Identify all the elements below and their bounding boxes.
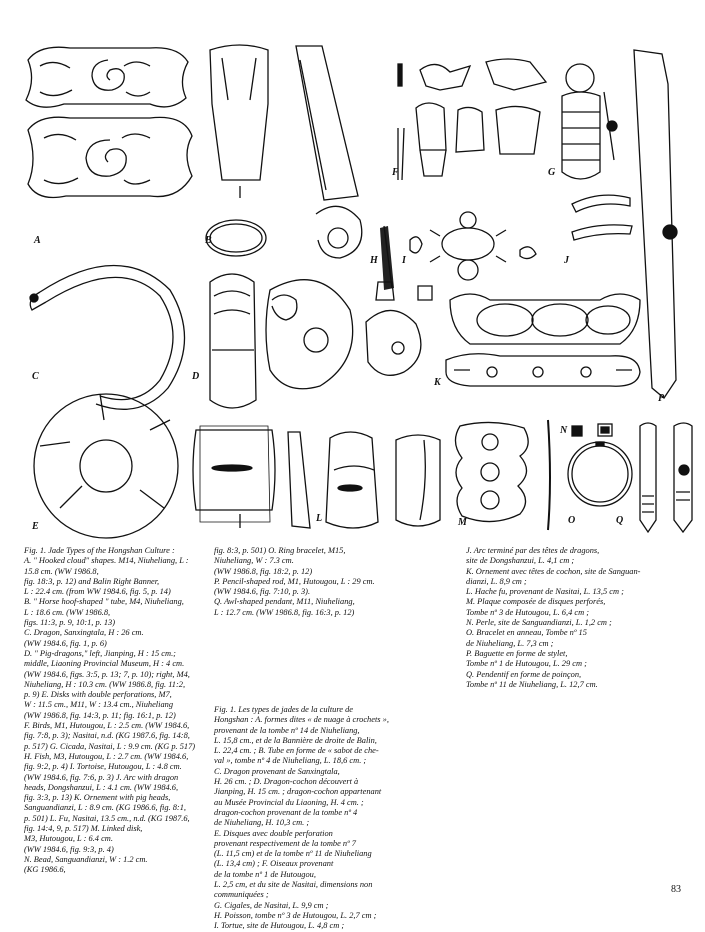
caption-line: L : 12.7 cm. (WW 1986.8, fig. 16:3, p. 12) bbox=[214, 607, 355, 617]
caption-line: figs. 11:3, p. 9, 10:1, p. 13) bbox=[24, 618, 116, 628]
caption-line: dragon-cochon provenant de la tombe nº 4 bbox=[214, 807, 358, 817]
jade-j-arcs bbox=[572, 195, 632, 240]
caption-line: (WW 1984.6, fig. 7:6, p. 3) J. Arc with dragon bbox=[24, 772, 179, 782]
caption-line: G. Cigales, de Nasitai, L. 9,9 cm ; bbox=[214, 900, 329, 910]
jade-h-fish bbox=[380, 226, 394, 290]
jade-g-cicada bbox=[562, 64, 617, 179]
caption-line: fig. 7:8, p. 3); Nasitai, n.d. (KG 1987.6, fig. 14:8, bbox=[24, 731, 190, 741]
caption-line: N. Bead, Sanguandianzi, W : 1.2 cm. bbox=[24, 854, 148, 864]
caption-line: Jianping, H. 15 cm. ; dragon-cochon appartenant bbox=[214, 787, 382, 797]
figure-label-p: P bbox=[658, 393, 665, 404]
caption-line: E. Disques avec double perforation bbox=[214, 828, 333, 838]
jade-o-ring-small bbox=[316, 206, 362, 258]
jade-e-disk-large bbox=[34, 394, 178, 538]
caption-line: (L. 13,4 cm) ; F. Oiseaux provenant bbox=[214, 859, 334, 869]
caption-line: fig. 8:3, p. 501) O. Ring bracelet, M15, bbox=[214, 546, 346, 555]
caption-line: middle, Liaoning Provincial Museum, H : 4 cm. bbox=[24, 659, 185, 669]
caption-line: L : 22.4 cm. (from WW 1984.6, fig. 5, p. 14) bbox=[24, 587, 171, 597]
caption-line: (WW 1986.8, fig. 14:3, p. 11; fig. 16:1, p. 12) bbox=[24, 710, 176, 720]
caption-line: L : 18.6 cm. (WW 1986.8, bbox=[24, 607, 111, 617]
caption-line: Tombe nº 3 de Hutougou, L. 6,4 cm ; bbox=[466, 607, 590, 617]
caption-line: D. " Pig-dragons," left, Jianping, H : 15 cm.; bbox=[24, 648, 176, 658]
figure-label-i: I bbox=[402, 255, 406, 266]
caption-line: communiquées ; bbox=[214, 890, 269, 900]
jade-k-pig-ornament bbox=[446, 294, 640, 386]
caption-line: F. Birds, M1, Hutougou, L : 2.5 cm. (WW 1984.6, bbox=[24, 721, 190, 731]
caption-line: de la tombe nº 1 de Hutougou, bbox=[214, 869, 316, 879]
caption-line: Niuheliang, H : 10.3 cm. (WW 1986.8, fig. 11:2, bbox=[24, 679, 186, 689]
figure-label-h: H bbox=[370, 255, 378, 266]
jade-l-axe-fu bbox=[288, 432, 378, 528]
caption-line: fig. 18:3, p. 12) and Balin Right Banner, bbox=[24, 576, 160, 586]
caption-line: L. Hache fu, provenant de Nasitai, L. 13,5 cm ; bbox=[466, 587, 624, 597]
caption-line: provenant respectivement de la tombe nº 7 bbox=[214, 838, 356, 848]
caption-line: (WW 1984.6, figs. 3:5, p. 13; 7, p. 10); right, M4, bbox=[24, 669, 190, 679]
caption-line: de Niuheliang, L. 7,3 cm ; bbox=[466, 638, 554, 648]
caption-line: N. Perle, site de Sanguandianzi, L. 1,2 cm ; bbox=[466, 618, 612, 628]
caption-line: dianzi, L. 8,9 cm ; bbox=[466, 576, 527, 586]
caption-line: H. 26 cm. ; D. Dragon-cochon découvert à bbox=[214, 777, 359, 787]
figure-label-k: K bbox=[434, 377, 441, 388]
jade-a-hooked-cloud bbox=[26, 47, 192, 197]
caption-line: Niuheliang, W : 7.3 cm. bbox=[214, 556, 294, 566]
figure-label-m: M bbox=[458, 517, 467, 528]
caption-line: K. Ornement avec têtes de cochon, site de Sanguan- bbox=[466, 566, 641, 576]
caption-line: B. " Horse hoof-shaped " tube, M4, Niuheliang, bbox=[24, 597, 184, 607]
figure-label-l: L bbox=[316, 513, 323, 524]
caption-line: M. Plaque composée de disques perforés, bbox=[466, 597, 606, 607]
caption-line: (WW 1986.8, fig. 18:2, p. 12) bbox=[214, 566, 313, 576]
caption-line: Tombe nº 1 de Hutougou, L. 29 cm ; bbox=[466, 659, 587, 669]
caption-line: (WW 1984.6, fig. 9:3, p. 4) bbox=[24, 844, 114, 854]
jade-blade-profile bbox=[296, 46, 358, 200]
caption-line: p. 501) L. Fu, Nasitai, 13.5 cm., n.d. (KG 1987.6, bbox=[24, 813, 190, 823]
caption-line: A. " Hooked cloud" shapes. M14, Niuheliang, L : bbox=[24, 556, 189, 566]
caption-line: H. Poisson, tombe nº 3 de Hutougou, L. 2,7 cm ; bbox=[214, 910, 377, 920]
figure-label-b: B bbox=[205, 235, 212, 246]
jade-e-disk-square bbox=[193, 426, 275, 528]
figure-label-f: F bbox=[392, 167, 399, 178]
caption-line: site de Dongshanzui, L. 4,1 cm ; bbox=[466, 556, 575, 566]
caption-line: C. Dragon provenant de Sanxingtala, bbox=[214, 766, 340, 776]
caption-line: I. Tortue, site de Hutougou, L. 4,8 cm ; bbox=[214, 921, 345, 931]
caption-line: H. Fish, M3, Hutougou, L : 2.7 cm. (WW 1984.6, bbox=[24, 751, 189, 761]
jade-n-bead bbox=[572, 424, 612, 436]
caption-line: Q. Awl-shaped pendant, M11, Niuheliang, bbox=[214, 597, 355, 607]
caption-line: provenant de la tombe nº 14 de Niuheliang, bbox=[214, 725, 360, 735]
caption-line: p. 9) E. Disks with double perforations, M7, bbox=[24, 690, 172, 700]
caption-english-col1 bbox=[24, 546, 195, 876]
caption-line: (KG 1986.6, bbox=[24, 865, 66, 875]
figure-label-a: A bbox=[34, 235, 41, 246]
caption-line: (L. 11,5 cm) et de la tombe nº 11 de Niuheliang bbox=[214, 849, 372, 859]
caption-english-col2 bbox=[214, 546, 375, 618]
jade-p-pencil-rod bbox=[634, 50, 677, 398]
caption-line: Tombe nº 11 de Niuheliang, L. 12,7 cm. bbox=[466, 679, 598, 689]
caption-line: (WW 1984.6, fig. 7:10, p. 3). bbox=[214, 587, 311, 597]
caption-line: de Niuheliang, H. 10,3 cm. ; bbox=[214, 818, 310, 828]
caption-line: fig. 3:3, p. 13) K. Ornement with pig heads, bbox=[24, 793, 171, 803]
caption-line: C. Dragon, Sanxingtala, H : 26 cm. bbox=[24, 628, 144, 638]
figure-label-d: D bbox=[192, 371, 200, 382]
caption-line: W : 11.5 cm., M11, W : 13.4 cm., Niuheliang bbox=[24, 700, 174, 710]
caption-line: Hongshan : A. formes dites « de nuage à crochets », bbox=[214, 715, 389, 725]
caption-line: O. Bracelet en anneau, Tombe nº 15 bbox=[466, 628, 587, 638]
caption-line: L. 15,8 cm., et de la Bannière de droite de Balin, bbox=[214, 735, 377, 745]
caption-line: Sanguandianzi, L : 8.9 cm. (KG 1986.6, fig. 8:1, bbox=[24, 803, 186, 813]
figure-label-j: J bbox=[564, 255, 569, 266]
caption-french-col3 bbox=[466, 546, 640, 690]
caption-line: L. 22,4 cm. ; B. Tube en forme de « sabot de che- bbox=[214, 746, 379, 756]
jade-c-dragon bbox=[30, 265, 185, 409]
figure-label-n: N bbox=[560, 425, 568, 436]
caption-line: P. Pencil-shaped rod, M1, Hutougou, L : 29 cm. bbox=[214, 576, 375, 586]
caption-line: Q. Pendentif en forme de poinçon, bbox=[466, 669, 582, 679]
caption-line: P. Baguette en forme de stylet, bbox=[466, 648, 568, 658]
jade-i-tortoise bbox=[410, 212, 536, 280]
caption-line: (WW 1984.6, fig. 1, p. 6) bbox=[24, 638, 107, 648]
caption-line: fig. 14:4, 9, p. 517) M. Linked disk, bbox=[24, 824, 143, 834]
figure-label-q: Q bbox=[616, 515, 624, 526]
caption-line: val », tombe nº 4 de Niuheliang, L. 18,6 cm. ; bbox=[214, 756, 367, 766]
jade-m-linked-disk bbox=[396, 422, 528, 526]
caption-line: Fig. 1. Jade Types of the Hongshan Culture : bbox=[24, 546, 175, 555]
caption-line: J. Arc terminé par des têtes de dragons, bbox=[466, 546, 600, 555]
caption-french bbox=[214, 705, 389, 932]
caption-line: M3, Hutougou, L : 6.4 cm. bbox=[24, 834, 113, 844]
jade-f-birds bbox=[398, 59, 546, 180]
caption-line: p. 517) G. Cicada, Nasitai, L : 9.9 cm. (KG p. 517) bbox=[24, 741, 196, 751]
caption-line: fig. 9:2, p. 4) I. Tortoise, Hutougou, L : 4.8 cm. bbox=[24, 762, 182, 772]
caption-line: L. 2,5 cm, et du site de Nasitai, dimensions non bbox=[214, 880, 373, 890]
caption-line: heads, Dongshanzui, L : 4.1 cm. (WW 1984.6, bbox=[24, 782, 179, 792]
jade-d-pig-dragons bbox=[210, 274, 432, 408]
jade-o-ring-bracelet bbox=[548, 420, 632, 530]
caption-line: 15.8 cm. (WW 1986.8, bbox=[24, 566, 99, 576]
caption-line: au Musée Provincial du Liaoning, H. 4 cm. ; bbox=[214, 797, 364, 807]
figure-label-g: G bbox=[548, 167, 556, 178]
page-number: 83 bbox=[671, 884, 681, 895]
jade-b-hoof-tube bbox=[206, 45, 268, 256]
jade-q-awl-pendant bbox=[640, 423, 692, 532]
figure-label-e: E bbox=[32, 521, 39, 532]
figure-label-c: C bbox=[32, 371, 39, 382]
caption-line: Fig. 1. Les types de jades de la culture de bbox=[214, 705, 354, 714]
figure-label-o: O bbox=[568, 515, 576, 526]
